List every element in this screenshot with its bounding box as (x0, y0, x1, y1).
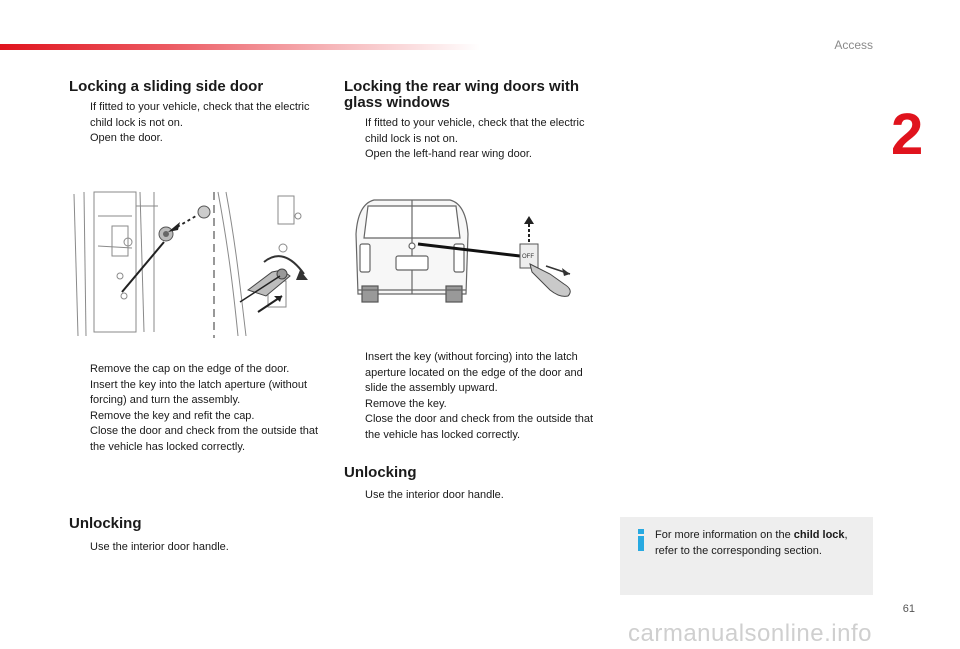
list-item: Use the interior door handle. (365, 489, 504, 501)
list-item: Insert the key into the latch aperture (without forcing) and turn the assembly. (90, 378, 308, 406)
watermark: carmanualsonline.info (628, 620, 872, 647)
list-item: Remove the key and refit the cap. (90, 409, 255, 422)
info-box (620, 517, 873, 595)
sliding-door-intro-list (69, 100, 324, 147)
latch-off-label: OFF (522, 254, 534, 260)
sliding-door-unlocking-title: Unlocking (69, 515, 142, 532)
list-item: If fitted to your vehicle, check that the electric child lock is not on. (365, 117, 585, 145)
list-item: Open the left-hand rear wing door. (365, 148, 532, 160)
list-item: Remove the key. (365, 397, 447, 410)
section-name: Access (834, 38, 873, 52)
sliding-door-unlocking-list (69, 540, 324, 556)
list-item: Remove the cap on the edge of the door. (90, 363, 290, 375)
rear-doors-steps-list (344, 350, 599, 443)
chapter-number: 2 (891, 102, 924, 167)
sliding-door-illustration (68, 186, 320, 340)
list-item: Close the door and check from the outside that the vehicle has locked correctly. (90, 425, 319, 453)
header-accent-bar (0, 44, 480, 50)
sliding-door-steps-list (69, 362, 324, 455)
rear-doors-title: Locking the rear wing doors with glass windows (344, 78, 580, 111)
sliding-door-title: Locking a sliding side door (69, 78, 264, 95)
page-number: 61 (902, 603, 915, 615)
list-item: Open the door. (90, 132, 163, 144)
child-lock-link-text: child lock (793, 529, 845, 541)
info-icon (633, 529, 649, 551)
rear-doors-intro-list (344, 116, 599, 163)
rear-doors-unlocking-title: Unlocking (344, 464, 417, 481)
list-item: Close the door and check from the outside that the vehicle has locked correctly. (365, 413, 594, 441)
rear-doors-illustration (350, 194, 590, 304)
rear-doors-unlocking-list (344, 488, 599, 504)
list-item: Use the interior door handle. (90, 541, 229, 553)
info-text: For more information on the child lock, refer to the corresponding section. (655, 529, 848, 557)
list-item: Insert the key (without forcing) into the latch aperture located on the edge of the door and slide the assembly upward. (365, 351, 583, 394)
list-item: If fitted to your vehicle, check that the electric child lock is not on. (90, 101, 310, 129)
